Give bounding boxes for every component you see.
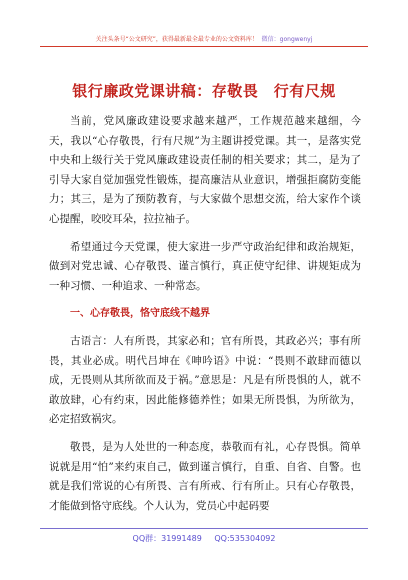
intro-paragraph-1: 当前，党风廉政建设要求越来越严，工作规范越来越细，今天，我以“心存敬畏，行有尺规”为主题讲授党课。其一，是落实党中央和上级行关于党风廉政建设责任制的相关要求；其二，是为了引导大家自觉加强党性锻炼，提高廉洁从业意识，增强拒腐防变能力；其三，是为了预防教育，与大家做个思想交流，给大家作个谈心提醒，咬咬耳朵，拉拉袖子。 bbox=[49, 115, 361, 225]
footer-qq-group: QQ群：31991489 bbox=[132, 534, 202, 543]
intro-paragraph-2: 希望通过今天党课，使大家进一步严守政治纪律和政治规矩，做到对党忠诚、心存敬畏、谨言慎行，真正使守纪律、讲规矩成为一种习惯、一种追求、一种常态。 bbox=[49, 240, 361, 292]
document-title: 银行廉政党课讲稿：存敬畏 行有尺规 bbox=[72, 82, 336, 100]
header-wechat: 微信：gongwenyj bbox=[261, 36, 313, 43]
section-heading-1: 一、心存敬畏，恪守底线不越界 bbox=[70, 308, 210, 320]
section-1-paragraph-2: 敬畏，是为人处世的一种态度，恭敬而有礼，心存畏惧。简单说就是用“怕”来约束自己，做到谨言慎行，自重、自省、自警。也就是我们常说的心有所畏、言有所戒、行有所止。只有心存敬畏，才能做到恪守底线。个人认为，党员心中起码要 bbox=[49, 440, 361, 512]
footer-qq: QQ:535304092 bbox=[214, 534, 276, 543]
page-header bbox=[40, 34, 368, 47]
section-1-paragraph-1: 古语言：人有所畏，其家必和；官有所畏，其政必兴；事有所畏，其业必成。明代吕坤在《呻吟语》中说：“畏则不敢肆而德以成，无畏则从其所欲而及于祸。”意思是：凡是有所畏惧的人，就不敢放肆，心有约束，因此能修德养性；如果无所畏惧，为所欲为，必定招致祸灾。 bbox=[49, 334, 361, 426]
page-footer bbox=[40, 528, 368, 544]
document-body bbox=[49, 112, 361, 516]
header-notice: 关注头条号“公文研究”，获得最新最全最专业的公文资料库！ bbox=[95, 36, 258, 43]
